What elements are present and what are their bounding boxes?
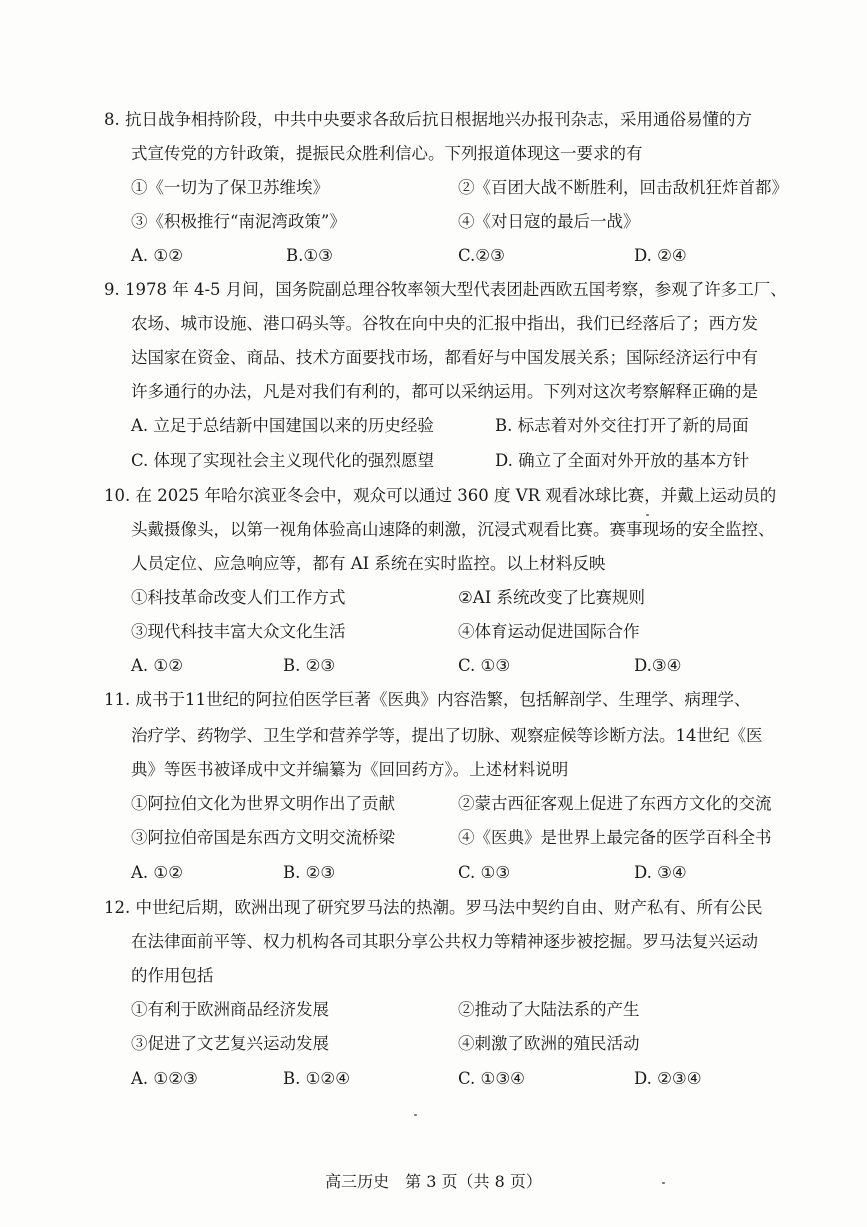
question-8-item-3: ③《积极推行“南泥湾政策”》	[131, 212, 346, 231]
question-9-line-4: 许多通行的办法，凡是对我们有利的，都可以采纳运用。下列对这次考察解释正确的是	[131, 382, 758, 401]
question-12-choice-d: D. ②③④	[634, 1069, 702, 1088]
question-8-line-1: 8. 抗日战争相持阶段，中共中央要求各敌后抗日根据地兴办报刊杂志，采用通俗易懂的方	[104, 110, 752, 129]
question-10-choice-c: C. ①③	[458, 656, 511, 675]
question-11-item-3: ③阿拉伯帝国是东西方文明交流桥梁	[131, 828, 395, 847]
question-10-line-1: 10. 在 2025 年哈尔滨亚冬会中，观众可以通过 360 度 VR 观看冰球比赛，并戴上运动员的	[104, 486, 777, 505]
question-9-choice-b: B. 标志着对外交往打开了新的局面	[495, 416, 749, 435]
question-9-line-2: 农场、城市设施、港口码头等。谷牧在向中央的汇报中指出，我们已经落后了；西方发	[131, 314, 758, 333]
question-12-item-3: ③促进了文艺复兴运动发展	[131, 1034, 329, 1053]
question-10-item-1: ①科技革命改变人们工作方式	[131, 588, 346, 607]
question-12-line-1: 12. 中世纪后期，欧洲出现了研究罗马法的热潮。罗马法中契约自由、财产私有、所有公民	[104, 898, 763, 917]
question-10-item-2: ②AI 系统改变了比赛规则	[458, 588, 645, 607]
question-8-item-4: ④《对日寇的最后一战》	[458, 212, 640, 231]
question-11-line-2: 治疗学、药物学、卫生学和营养学等，提出了切脉、观察症候等诊断方法。14世纪《医	[131, 726, 763, 745]
question-10-choice-d: D.③④	[634, 656, 682, 675]
question-10-choice-a: A. ①②	[131, 656, 183, 675]
question-11-choice-a: A. ①②	[131, 863, 183, 882]
question-10-choice-b: B. ②③	[283, 656, 336, 675]
question-11-choice-d: D. ③④	[634, 863, 687, 882]
question-9-choice-a: A. 立足于总结新中国建国以来的历史经验	[131, 416, 434, 435]
question-8-choice-a: A. ①②	[131, 246, 183, 265]
question-12-line-2: 在法律面前平等、权力机构各司其职分享公共权力等精神逐步被挖掘。罗马法复兴运动	[131, 932, 758, 951]
question-10-item-4: ④体育运动促进国际合作	[458, 622, 640, 641]
question-11-choice-b: B. ②③	[283, 863, 336, 882]
question-9-choice-d: D. 确立了全面对外开放的基本方针	[495, 451, 750, 470]
question-12-item-4: ④刺激了欧洲的殖民活动	[458, 1034, 640, 1053]
question-8-line-2: 式宣传党的方针政策，提振民众胜利信心。下列报道体现这一要求的有	[131, 144, 643, 163]
question-8-item-2: ②《百团大战不断胜利，回击敌机狂炸首都》	[458, 178, 788, 197]
question-9-line-3: 达国家在资金、商品、技术方面要找市场，都看好与中国发展关系；国际经济运行中有	[131, 348, 758, 367]
question-10-line-3: 人员定位、应急响应等，都有 AI 系统在实时监控。以上材料反映	[131, 554, 606, 573]
page-footer: 高三历史 第 3 页（共 8 页）	[325, 1172, 542, 1191]
question-8-choice-b: B.①③	[286, 246, 333, 265]
question-12-choice-c: C. ①③④	[458, 1069, 525, 1088]
question-12-choice-a: A. ①②③	[131, 1069, 198, 1088]
question-8-choice-c: C.②③	[458, 246, 505, 265]
question-11-item-2: ②蒙古西征客观上促进了东西方文化的交流	[458, 794, 772, 813]
question-11-item-1: ①阿拉伯文化为世界文明作出了贡献	[131, 794, 395, 813]
question-11-item-4: ④《医典》是世界上最完备的医学百科全书	[458, 828, 772, 847]
question-8-item-1: ①《一切为了保卫苏维埃》	[131, 178, 329, 197]
question-8-choice-d: D. ②④	[634, 246, 687, 265]
scan-speck	[414, 1114, 417, 1116]
question-11-choice-c: C. ①③	[458, 863, 511, 882]
question-12-choice-b: B. ①②④	[283, 1069, 350, 1088]
question-12-item-1: ①有利于欧洲商品经济发展	[131, 1000, 329, 1019]
question-9-choice-c: C. 体现了实现社会主义现代化的强烈愿望	[131, 451, 435, 470]
question-10-line-2: 头戴摄像头，以第一视角体验高山速降的刺激，沉浸式观看比赛。赛事现场的安全监控、	[131, 520, 775, 539]
question-12-line-3: 的作用包括	[131, 966, 214, 985]
scan-speck	[646, 514, 649, 516]
question-11-line-3: 典》等医书被译成中文并编纂为《回回药方》。上述材料说明	[131, 760, 569, 779]
question-10-item-3: ③现代科技丰富大众文化生活	[131, 622, 346, 641]
question-12-item-2: ②推动了大陆法系的产生	[458, 1000, 640, 1019]
question-9-line-1: 9. 1978 年 4-5 月间，国务院副总理谷牧率领大型代表团赴西欧五国考察，参观了许多工厂、	[104, 280, 787, 299]
question-11-line-1: 11. 成书于11世纪的阿拉伯医学巨著《医典》内容浩繁，包括解剖学、生理学、病理学、	[104, 690, 751, 709]
